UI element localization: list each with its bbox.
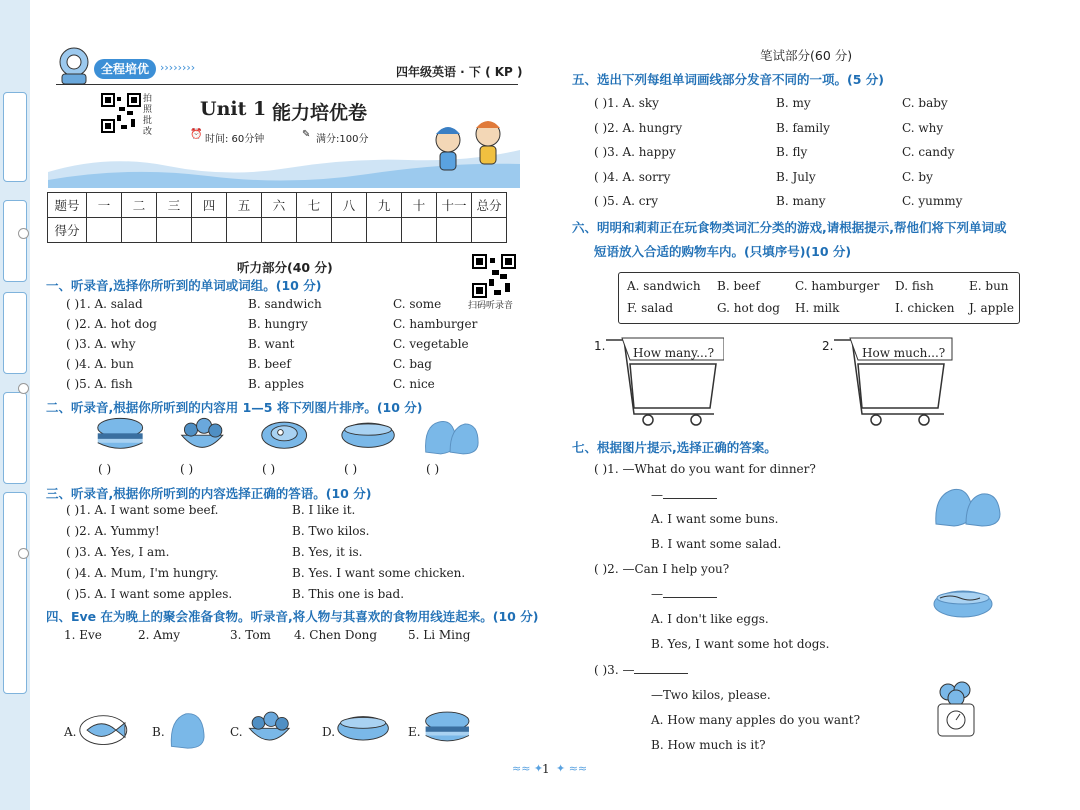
strip-tab: [3, 392, 27, 484]
score-cell[interactable]: [157, 218, 192, 243]
word-option: H. milk: [795, 301, 840, 315]
word-option: D. fish: [895, 279, 934, 293]
score-cell[interactable]: [297, 218, 332, 243]
word-option: A. sandwich: [627, 279, 701, 293]
answer-blank[interactable]: [663, 597, 717, 598]
score-header-cell: 七: [297, 193, 332, 218]
strip-tab: [3, 92, 27, 182]
burger-picture: [422, 710, 478, 756]
order-blank[interactable]: ( ): [180, 462, 194, 476]
score-header-cell: 十一: [437, 193, 472, 218]
section-4-title: 四、Eve 在为晚上的聚会准备食物。听录音,将人物与其喜欢的食物用线连起来。(10 分): [46, 609, 539, 624]
score-header-cell: 八: [332, 193, 367, 218]
option-n: ( )1. A. sky: [594, 96, 659, 110]
word-option: F. salad: [627, 301, 674, 315]
option-b: B. apples: [248, 377, 305, 391]
pencil-icon: ✎: [302, 129, 311, 140]
page-title: 能力培优卷: [272, 102, 368, 124]
order-blank[interactable]: ( ): [344, 462, 358, 476]
score-cell[interactable]: [367, 218, 402, 243]
option-n: ( )2. A. Yummy!: [66, 524, 160, 538]
order-blank[interactable]: ( ): [98, 462, 112, 476]
score-cell[interactable]: [122, 218, 157, 243]
s7-q3-text: ( )3. —: [594, 663, 635, 677]
binding-hole: [18, 228, 29, 239]
option-b: B. fly: [776, 145, 808, 159]
score-cell[interactable]: [227, 218, 262, 243]
word-option-box: [618, 272, 1020, 324]
option-b: B. hungry: [248, 317, 308, 331]
option-c: C. candy: [902, 145, 955, 159]
footer-decoration-right: ✦ ≈≈: [556, 762, 588, 775]
food-letter: C.: [230, 725, 243, 739]
hot-dog-picture: [932, 584, 994, 620]
page-number: 1: [542, 762, 550, 776]
score-table: [47, 192, 507, 243]
person-name: 5. Li Ming: [408, 628, 471, 642]
score-cell[interactable]: [472, 218, 507, 243]
option-b: B. This one is bad.: [292, 587, 405, 601]
score-header-cell: 九: [367, 193, 402, 218]
option-n: ( )4. A. Mum, I'm hungry.: [66, 566, 219, 580]
badge: 全程培优: [94, 59, 156, 79]
option-b: B. my: [776, 96, 811, 110]
section-7-title: 七、根据图片提示,选择正确的答案。: [572, 440, 777, 455]
section-6-title-line2: 短语放入合适的购物车内。(只填序号)(10 分): [594, 244, 852, 259]
word-option: I. chicken: [895, 301, 955, 315]
s7-q2-b: B. Yes, I want some hot dogs.: [651, 637, 830, 651]
s7-q1-b: B. I want some salad.: [651, 537, 782, 551]
score-cell[interactable]: [402, 218, 437, 243]
score-header-cell: 四: [192, 193, 227, 218]
option-c: C. by: [902, 169, 933, 184]
arrow-decoration: ››››››››: [160, 61, 196, 74]
person-name: 4. Chen Dong: [294, 628, 378, 642]
option-b: B. July: [776, 169, 816, 184]
person-name: 3. Tom: [230, 628, 271, 642]
food-letter: B.: [152, 725, 165, 739]
cart-1-number: 1.: [594, 339, 606, 353]
score-cell[interactable]: [332, 218, 367, 243]
beef-picture: [258, 416, 316, 464]
option-n: ( )5. A. fish: [66, 377, 133, 391]
score-row-label: 得分: [48, 218, 87, 243]
strip-tab: [3, 292, 27, 374]
option-c: C. hamburger: [393, 317, 478, 331]
score-header-row: [48, 193, 507, 218]
option-b: B. beef: [248, 357, 291, 371]
option-c: C. why: [902, 120, 944, 135]
option-b: B. family: [776, 120, 830, 135]
section-3-title: 三、听录音,根据你所听到的内容选择正确的答语。(10 分): [46, 486, 372, 501]
option-c: C. nice: [393, 377, 435, 391]
score-header-cell: 二: [122, 193, 157, 218]
score-header-cell: 十: [402, 193, 437, 218]
word-option: J. apple: [969, 301, 1014, 315]
option-b: B. I like it.: [292, 503, 356, 517]
answer-blank[interactable]: [663, 498, 717, 499]
score-header-cell: 一: [87, 193, 122, 218]
option-n: ( )3. A. Yes, I am.: [66, 545, 170, 559]
strip-tab: [3, 200, 27, 282]
listening-qr-icon: [472, 254, 516, 298]
s7-q3: [594, 663, 688, 677]
food-letter: D.: [322, 725, 336, 739]
food-letter: A.: [64, 725, 77, 739]
strip-tab: [3, 492, 27, 694]
s7-q1-a: A. I want some buns.: [651, 512, 779, 526]
binding-hole: [18, 548, 29, 559]
section-2-title: 二、听录音,根据你所听到的内容用 1—5 将下列图片排序。(10 分): [46, 400, 423, 415]
option-n: ( )5. A. cry: [594, 194, 658, 208]
option-n: ( )5. A. I want some apples.: [66, 587, 233, 601]
word-option: C. hamburger: [795, 279, 880, 293]
cart-2-number: 2.: [822, 339, 834, 353]
score-cell[interactable]: [262, 218, 297, 243]
hot-dog-picture: [340, 416, 398, 464]
salad-picture: [244, 710, 300, 756]
option-b: B. want: [248, 337, 295, 351]
option-n: ( )2. A. hungry: [594, 120, 683, 135]
score-header-cell: 题号: [48, 193, 87, 218]
s7-q3-a: A. How many apples do you want?: [651, 713, 861, 727]
listening-qr-caption: 扫码听录音: [468, 301, 514, 311]
score-label: 满分:100分: [316, 134, 369, 145]
s7-q2-a: A. I don't like eggs.: [651, 612, 769, 626]
word-option: E. bun: [969, 279, 1009, 293]
burger-picture: [94, 416, 152, 464]
option-n: ( )3. A. happy: [594, 145, 676, 159]
option-b: B. Two kilos.: [292, 524, 370, 538]
hot-dog-picture: [336, 710, 392, 756]
option-n: ( )4. A. bun: [66, 357, 134, 371]
order-blank[interactable]: ( ): [426, 462, 440, 476]
s7-q1-answer-line: [651, 488, 717, 502]
option-n: ( )3. A. why: [66, 337, 136, 351]
option-c: C. baby: [902, 96, 948, 110]
footer-decoration-left: ≈≈ ✦: [512, 762, 544, 775]
buns-picture: [422, 416, 480, 464]
option-b: B. sandwich: [248, 297, 322, 311]
header-illustration: [48, 114, 520, 188]
option-b: B. Yes, it is.: [292, 545, 363, 559]
option-b: B. Yes. I want some chicken.: [292, 566, 466, 580]
cart-1-label: How many...?: [633, 346, 715, 360]
person-name: 1. Eve: [64, 628, 102, 642]
clock-icon: ⏰: [190, 129, 203, 140]
score-cell[interactable]: [437, 218, 472, 243]
qr-label: 拍照批改: [143, 94, 153, 137]
person-name: 2. Amy: [138, 628, 181, 642]
s7-q2: ( )2. —Can I help you?: [594, 562, 730, 576]
score-header-cell: 三: [157, 193, 192, 218]
dash: —: [651, 587, 663, 601]
dash: —: [651, 488, 663, 502]
s7-q3-b: B. How much is it?: [651, 738, 766, 752]
header-rule: [56, 84, 518, 85]
score-header-cell: 六: [262, 193, 297, 218]
bun-picture: [166, 710, 222, 756]
cart-2-label: How much...?: [862, 346, 946, 360]
unit-label: Unit 1: [200, 98, 267, 120]
option-n: ( )4. A. sorry: [594, 169, 671, 184]
s7-q3-line: —Two kilos, please.: [651, 688, 771, 702]
score-value-row: [48, 218, 507, 243]
option-c: C. bag: [393, 357, 432, 371]
option-c: C. vegetable: [393, 337, 469, 351]
score-header-cell: 总分: [472, 193, 507, 218]
section-6-title: 六、明明和莉莉正在玩食物类词汇分类的游戏,请根据提示,帮他们将下列单词或: [572, 220, 1007, 235]
fish-picture: [78, 710, 134, 756]
option-n: ( )2. A. hot dog: [66, 317, 157, 331]
order-blank[interactable]: ( ): [262, 462, 276, 476]
s7-q1: ( )1. —What do you want for dinner?: [594, 462, 816, 476]
section-5-title: 五、选出下列每组单词画线部分发音不同的一项。(5 分): [572, 72, 884, 87]
word-option: B. beef: [717, 279, 760, 293]
word-option: G. hot dog: [717, 301, 780, 315]
time-label: 时间: 60分钟: [205, 134, 265, 145]
section-1-title: 一、听录音,选择你所听到的单词或词组。(10 分): [46, 278, 322, 293]
grade-label: 四年级英语 · 下 ( KP ): [396, 65, 523, 79]
apples-scale-picture: [934, 678, 980, 740]
score-cell[interactable]: [87, 218, 122, 243]
binding-hole: [18, 383, 29, 394]
score-cell[interactable]: [192, 218, 227, 243]
answer-blank[interactable]: [634, 673, 688, 674]
buns-picture: [932, 484, 1004, 528]
option-b: B. many: [776, 194, 826, 208]
option-n: ( )1. A. salad: [66, 297, 143, 311]
written-title: 笔试部分(60 分): [760, 48, 853, 63]
listening-title: 听力部分(40 分): [237, 260, 333, 275]
option-c: C. yummy: [902, 194, 963, 208]
score-header-cell: 五: [227, 193, 262, 218]
s7-q2-answer-line: [651, 587, 717, 601]
binding-strip: [0, 0, 30, 810]
option-n: ( )1. A. I want some beef.: [66, 503, 219, 517]
food-letter: E.: [408, 725, 421, 739]
salad-picture: [176, 416, 234, 464]
option-c: C. some: [393, 297, 442, 311]
